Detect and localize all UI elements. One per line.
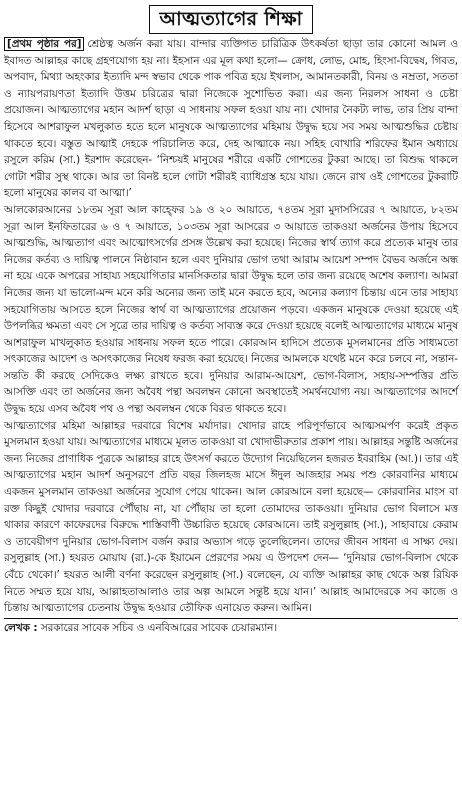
article-title: আত্মত্যাগের শিক্ষা <box>149 5 314 34</box>
continued-from-tag: [প্রথম পৃষ্ঠার পর] <box>4 37 84 51</box>
paragraph-text: শ্রেষ্ঠত্ব অর্জন করা যায়। বান্দার ব্যক্তিগত চারিত্রিক উৎকর্ষতা ছাড়া তার কোনো আমল ও ইবাদত আল্লাহর কাছে গ্রহণযোগ্য হয় না। ইহসান এর মূল কথা হলো— ক্রোধ, লোভ, মোহ, হিংসা-বিদ্বেষ, গিবত, অপবাদ, মিথ্যা অহংকার ইত্যাদি মন্দ স্বভাব থেকে পাক পবিত্র হয়ে ইখলাস, আমানতকারী, বিনয় ও নম্রতা, সততা ও ন্যায়পরায়ণতা ইত্যাদি উত্তম চরিত্রের দ্বারা নিজেকে সুশোভিত করা। এর জন্য নিরলস সাধনা ও চেষ্টা প্রয়োজন। আত্মত্যাগের মহান আদর্শ ছাড়া এ সাধনায় সফল হওয়া যায় না। খোদার নৈকট্য লাভ, তার প্রিয় বান্দা হিসেবে আশরাফুল মখলুকাত হতে হলে মানুষকে আত্মত্যাগের মহিমায় উদ্বুদ্ধ হয়ে সব সময় আত্মশুদ্ধির চেষ্টায় থাকতে হবে। বস্তুত আত্মাই দেহকে পরিচালিত করে, দেহ আত্মাকে নয়। সহিহ বোখারি শরিফের ইমান অধ্যায়ে রসুলে করিম (সা.) ইরশাদ করেছেন- ‘নিশ্চয়ই মানুষের শরীরে একটি গোশতের টুকরা আছে। তা বিশুদ্ধ থাকলে গোটা শরীর সুস্থ থাকে। আর তা বিনষ্ট হলে গোটা শরীরই ব্যাধিগ্রস্ত হয়ে যায়। জেনে রাখ ওই গোশতের টুকরাটি হলো মানুষের কালব বা আত্মা।’ <box>4 38 459 200</box>
author-line <box>4 620 458 636</box>
article-paragraph-1 <box>4 36 458 202</box>
author-description: সরকারের সাবেক সচিব ও এনবিআরের সাবেক চেয়ারম্যান। <box>40 621 278 634</box>
author-divider <box>4 618 458 619</box>
article-paragraph-3: আত্মত্যাগের মহিমা আল্লাহর দরবারে বিশেষ মর্যাদার। খোদার রাহে পরিপূর্ণভাবে আত্মসমর্পণ করেই প্রকৃত মুসলমান হওয়া যায়। আত্মত্যাগের মাধ্যমে মূলত তাকওয়া বা খোদাভীরুতার প্রকাশ পায়। আল্লাহর সন্তুষ্টি অর্জনের জন্য নিজের প্রাণাধিক পুত্রকে আল্লাহর রাহে উৎসর্গ করতে উদ্যোগ নিয়েছিলেন হজরত ইবরাহিম (আ.)। তার এই আত্মত্যাগের মহান আদর্শ অনুসরণে প্রতি বছর জিলহজ মাসে ঈদুল আজহার সময় পশু কোরবানির মাধ্যমে একজন মুসলমান তাকওয়া অর্জনের সুযোগ পেয়ে থাকেন। আল কোরআনে বলা হয়েছে— কোরবানির মাংস বা রক্ত কিছুই খোদার দরবারে পৌঁছায় না, যা পৌঁছায় তা হলো তোমাদের তাকওয়া। দুনিয়ার ভোগ বিলাসে মত্ত থাকার কারণে কাফেরদের বিরুদ্ধে শাস্তিবাণী উচ্চারিত হয়েছে কোরআনে। তাই রসুলুল্লাহ (সা.), সাহাবায়ে কেরাম ও তাবেয়ীগণ দুনিয়ার ভোগ-বিলাস বর্জন করার অভ্যাস গড়ে তুলেছিলেন। তাদের জীবন সাধনা এ সাক্ষ্য দেয়। রসুলুল্লাহ (সা.) হযরত মোয়ায (রা.)-কে ইয়ামেন প্রেরণের সময় এ উপদেশ দেন— ‘দুনিয়ার ভোগ-বিলাস থেকে বেঁচে থেকো।’ হযরত আলী বর্ণনা করেছেন রসুলুল্লাহ (সা.) বলেছেন, যে ব্যক্তি আল্লাহর কাছ থেকে অল্প রিযিক নিতে সম্মত হয়ে যায়, আল্লাহতাআলাও তার অল্প আমলে সন্তুষ্ট হয়ে যান।’ আল্লাহ আমাদেরকে সব কাজে ও চিন্তায় আত্মত্যাগের চেতনায় উদ্বুদ্ধ হওয়ার তৌফিক এনায়েত করুন। আমিন। <box>4 419 458 615</box>
article-body <box>4 36 458 617</box>
article-paragraph-2: আলকোরআনের ১৮তম সূরা আল কাহ্ফের ১৯ ও ২০ আয়াতে, ৭৪তম সূরা মুদাসসিরের ৭ আয়াতে, ৮২তম সূরা আল ইনফিতারের ৬ ও ৭ আয়াতে, ১০৩তম সূরা আসরের ৩ আয়াতে তাকওয়া অর্জনের উপায় হিসেবে আত্মশুদ্ধি, আত্মত্যাগ এবং আত্মোৎসর্গের প্রসঙ্গ উল্লেখ করা হয়েছে। নিজের স্বার্থ ত্যাগ করে প্রত্যেক মানুষ তার নিজের কর্তব্য ও দায়িত্ব পালনে নিষ্ঠাবান হলে এবং দুনিয়ার ভোগ তথা আরাম আয়েশ সম্পদ বৈভব অর্জনে অন্ধ না হয়ে একে অপরের সাহায্য সহযোগিতার মানসিকতার দ্বারা উদ্বুদ্ধ হলে তার জন্য রয়েছে অশেষ কল্যাণ। আমরা নিজের জন্য যা ভালো-মন্দ মনে করি অন্যের জন্য তাই মনে করতে হবে, অন্যের কল্যাণ চিন্তায় এনে তার সাহায্য সহযোগিতায় আসতে হলে নিজের স্বার্থ বা আত্মত্যাগের প্রয়োজন পড়বে। একজন মানুষকে দেওয়া হয়েছে এই উপলব্ধির ক্ষমতা এবং সে সূত্রে তার দায়িত্ব ও কর্তব্য সাব্যস্ত করে দেওয়া হয়েছে বলেই আত্মত্যাগের মাধ্যমে মানুষ আশরাফুল মাখলুকাত হওয়ার সাধনায় সফল হতে পারে। কোরআন হাদিসে প্রত্যেক মুসলমানের প্রতি সাধ্যমতো সৎকাজের আদেশ ও অসৎকাজের নিষেধ ফরজ করা হয়েছে। নিজের আমলকে যথেষ্ট মনে করে চলবে না, সন্তান-সন্ততি কী করছে সেদিকেও লক্ষ্য রাখতে হবে। দুনিয়ার আরাম-আয়েশ, ভোগ-বিলাস, সহায়-সম্পত্তির প্রতি আসক্তি এবং তা অর্জনের জন্য অবৈধ পন্থা অবলম্বন কোনো অবস্থাতেই সমর্থনযোগ্য নয়। আত্মত্যাগের আদর্শে উদ্বুদ্ধ হয়ে এসব অবৈধ পথ ও পন্থা অবলম্বন থেকে বিরত থাকতে হবে। <box>4 203 458 416</box>
author-label: লেখক : <box>4 621 38 634</box>
article-header <box>4 3 458 36</box>
